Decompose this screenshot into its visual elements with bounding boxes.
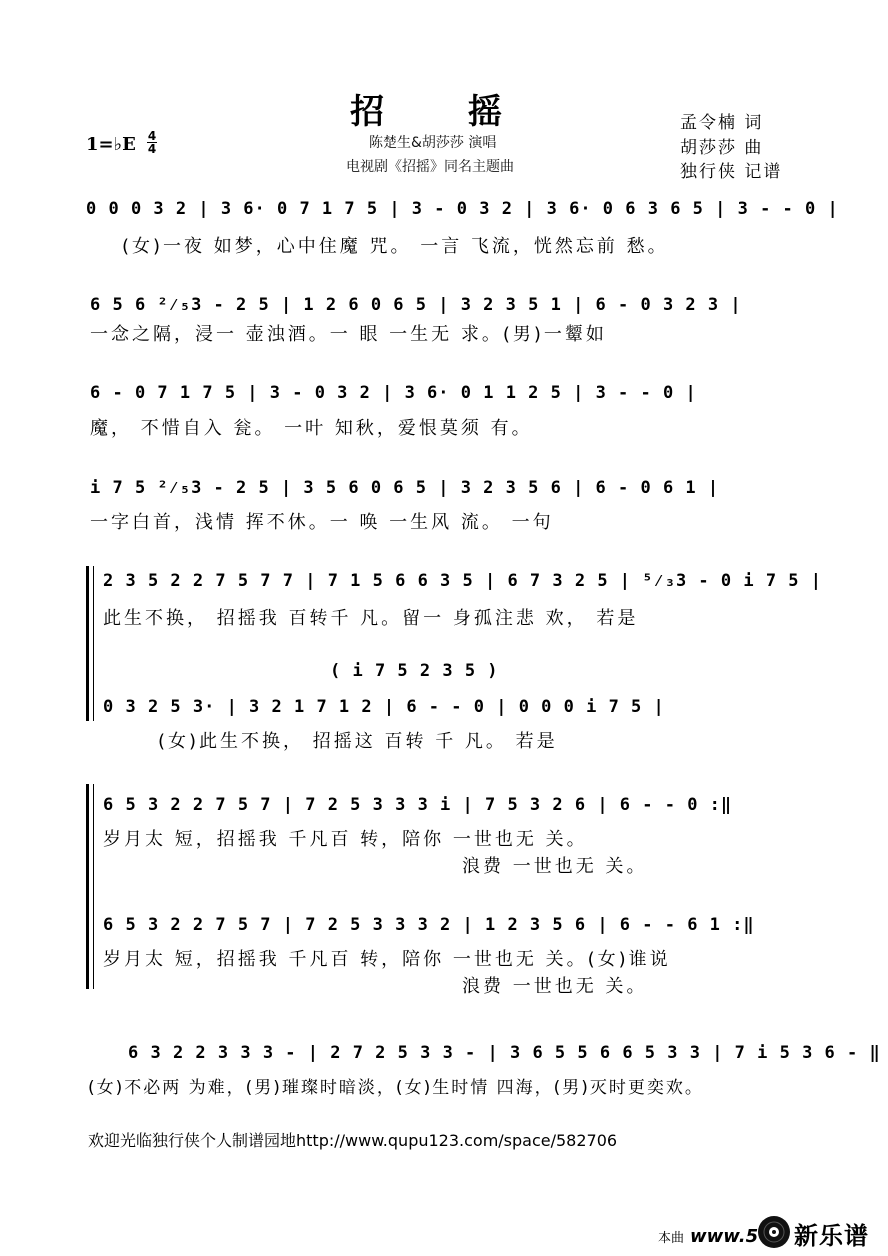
score-row-2-notes: 6 5 6 ²⁄₅3 - 2 5 | 1 2 6 0 6 5 | 3 2 3 5 1 | 6 - 0 3 2 3 | (90, 295, 742, 315)
score-row-9-lyrics: 岁月太 短，招摇我 千凡百 转，陪你 一世也无 关。(女)谁说 (103, 949, 671, 970)
transcriber-credit: 独行侠 记谱 (680, 162, 783, 182)
logo-text: 新乐谱 (794, 1222, 869, 1250)
score-row-10-lyrics: (女)不必两 为难，(男)璀璨时暗淡，(女)生时情 四海，(男)灭时更奕欢。 (88, 1078, 704, 1098)
source-note: 电视剧《招摇》同名主题曲 (346, 159, 514, 175)
time-signature (147, 130, 157, 155)
footer-benchi: 本曲 (658, 1231, 685, 1246)
key-signature: 1=♭E (86, 134, 136, 155)
score-row-5-notes: 2 3 5 2 2 7 5 7 7 | 7 1 5 6 6 3 5 | 6 7 3 2 5 | ⁵⁄₃3 - 0 i 7 5 | (103, 571, 822, 591)
system-bracket (86, 566, 89, 721)
score-row-6-notes: ( i 7 5 2 3 5 ) (330, 661, 499, 681)
score-row-3-lyrics: 魔， 不惜自入 瓮。 一叶 知秋，爱恨莫须 有。 (90, 418, 533, 439)
xinyuepu-logo (756, 1214, 878, 1250)
score-row-4-lyrics: 一字白首，浅情 挥不休。一 唤 一生风 流。 一句 (90, 512, 554, 533)
record-icon (756, 1214, 796, 1250)
score-row-1-notes: 0 0 0 3 2 | 3 6· 0 7 1 7 5 | 3 - 0 3 2 | 3 6· 0 6 3 6 5 | 3 - - 0 | (86, 199, 839, 219)
score-row-7-notes: 0 3 2 5 3· | 3 2 1 7 1 2 | 6 - - 0 | 0 0 0 i 7 5 | (103, 697, 665, 717)
score-row-4-notes: i 7 5 ²⁄₅3 - 2 5 | 3 5 6 0 6 5 | 3 2 3 5 6 | 6 - 0 6 1 | (90, 478, 720, 498)
score-row-1-lyrics: (女)一夜 如梦，心中住魔 咒。 一言 飞流，恍然忘前 愁。 (122, 236, 669, 257)
score-row-8-alt-lyrics: 浪费 一世也无 关。 (462, 856, 648, 877)
score-row-7-lyrics: (女)此生不换， 招摇这 百转 千 凡。 若是 (158, 731, 558, 752)
score-row-9-alt-lyrics: 浪费 一世也无 关。 (462, 976, 648, 997)
time-denominator: 4 (147, 142, 157, 156)
score-row-8-notes: 6 5 3 2 2 7 5 7 | 7 2 5 3 3 3 i | 7 5 3 2 6 | 6 - - 0 :‖ (103, 795, 733, 815)
song-title: 招 摇 (350, 92, 538, 132)
score-row-8-lyrics: 岁月太 短，招摇我 千凡百 转，陪你 一世也无 关。 (103, 829, 588, 850)
score-row-3-notes: 6 - 0 7 1 7 5 | 3 - 0 3 2 | 3 6· 0 1 1 2 5 | 3 - - 0 | (90, 383, 697, 403)
composer-credit: 胡莎莎 曲 (680, 138, 764, 158)
system-bracket-inner (93, 566, 94, 721)
time-numerator: 4 (147, 129, 157, 143)
score-row-5-lyrics: 此生不换， 招摇我 百转千 凡。留一 身孤注悲 欢， 若是 (103, 608, 639, 629)
score-row-9-notes: 6 5 3 2 2 7 5 7 | 7 2 5 3 3 3 2 | 1 2 3 5 6 | 6 - - 6 1 :‖ (103, 915, 755, 935)
score-row-2-lyrics: 一念之隔，浸一 壶浊酒。一 眼 一生无 求。(男)一颦如 (90, 324, 607, 345)
system-bracket-2 (86, 784, 89, 989)
score-row-10-notes: 6 3 2 2 3 3 3 - | 2 7 2 5 3 3 - | 3 6 5 5 6 6 5 3 3 | 7 i 5 3 6 - ‖ (128, 1043, 881, 1063)
website-watermark: www.5 (690, 1226, 759, 1247)
footer-note: 欢迎光临独行侠个人制谱园地http://www.qupu123.com/space/582706 (88, 1131, 618, 1150)
system-bracket-2-inner (93, 784, 94, 989)
performers: 陈楚生&胡莎莎 演唱 (369, 135, 497, 151)
lyricist-credit: 孟令楠 词 (680, 113, 764, 133)
